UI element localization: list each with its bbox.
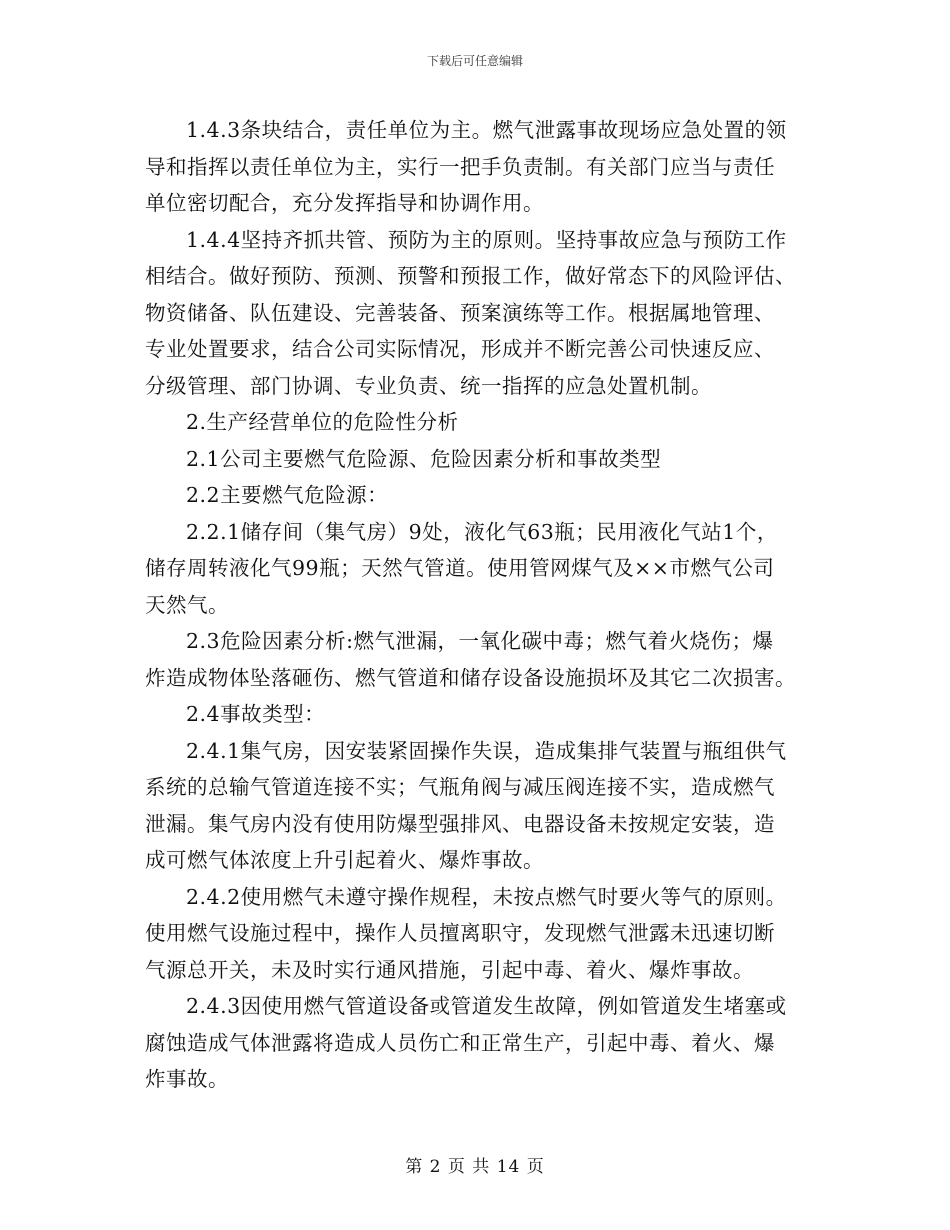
- text-line: 单位密切配合，充分发挥指导和协调作用。: [145, 191, 544, 215]
- text-line: 泄漏。集气房内没有使用防爆型强排风、电器设备未按规定安装，造: [145, 811, 775, 836]
- text-line: 2.4事故类型：: [186, 702, 326, 726]
- text-line: 2.1公司主要燃气危险源、危险因素分析和事故类型: [186, 446, 662, 471]
- text-line: 成可燃气体浓度上升引起着火、爆炸事故。: [145, 848, 544, 872]
- text-line: 2.3危险因素分析:燃气泄漏，一氧化碳中毒；燃气着火烧伤；爆: [186, 629, 774, 653]
- text-line: 炸事故。: [145, 1067, 229, 1091]
- text-line: 物资储备、队伍建设、完善装备、预案演练等工作。根据属地管理、: [145, 300, 775, 325]
- text-line: 分级管理、部门协调、专业负责、统一指挥的应急处置机制。: [145, 373, 712, 398]
- page-footer: 第 2 页 共 14 页: [405, 1157, 545, 1177]
- text-line: 2.生产经营单位的危险性分析: [186, 410, 459, 434]
- text-line: 1.4.4坚持齐抓共管、预防为主的原则。坚持事故应急与预防工作: [186, 227, 787, 252]
- text-line: 使用燃气设施过程中，操作人员擅离职守，发现燃气泄露未迅速切断: [145, 921, 775, 945]
- document-body: [145, 112, 817, 1098]
- text-line: 专业处置要求，结合公司实际情况，形成并不断完善公司快速反应、: [145, 337, 775, 361]
- text-line: 1.4.3条块结合，责任单位为主。燃气泄露事故现场应急处置的领: [186, 118, 787, 142]
- text-line: 腐蚀造成气体泄露将造成人员伤亡和正常生产，引起中毒、着火、爆: [145, 1030, 775, 1055]
- text-line: 2.2.1储存间（集气房）9处，液化气63瓶；民用液化气站1个，: [186, 519, 778, 544]
- page-header: 下载后可任意编辑: [426, 54, 523, 68]
- text-line: 2.2主要燃气危险源：: [186, 483, 389, 507]
- text-line: 储存周转液化气99瓶；天然气管道。使用管网煤气及××市燃气公司: [145, 556, 775, 580]
- text-line: 气源总开关，未及时实行通风措施，引起中毒、着火、爆炸事故。: [145, 957, 754, 982]
- text-line: 炸造成物体坠落砸伤、燃气管道和储存设备设施损坏及其它二次损害。: [145, 665, 796, 690]
- text-line: 系统的总输气管道连接不实；气瓶角阀与减压阀连接不实，造成燃气: [145, 775, 775, 799]
- text-line: 2.4.2使用燃气未遵守操作规程，未按点燃气时要火等气的原则。: [186, 884, 787, 909]
- text-line: 相结合。做好预防、预测、预警和预报工作，做好常态下的风险评估、: [145, 264, 796, 288]
- text-line: 天然气。: [145, 592, 229, 617]
- text-line: 2.4.1集气房，因安装紧固操作失误，造成集排气装置与瓶组供气: [186, 738, 787, 763]
- text-line: 导和指挥以责任单位为主，实行一把手负责制。有关部门应当与责任: [145, 154, 775, 179]
- text-line: 2.4.3因使用燃气管道设备或管道发生故障，例如管道发生堵塞或: [186, 994, 787, 1018]
